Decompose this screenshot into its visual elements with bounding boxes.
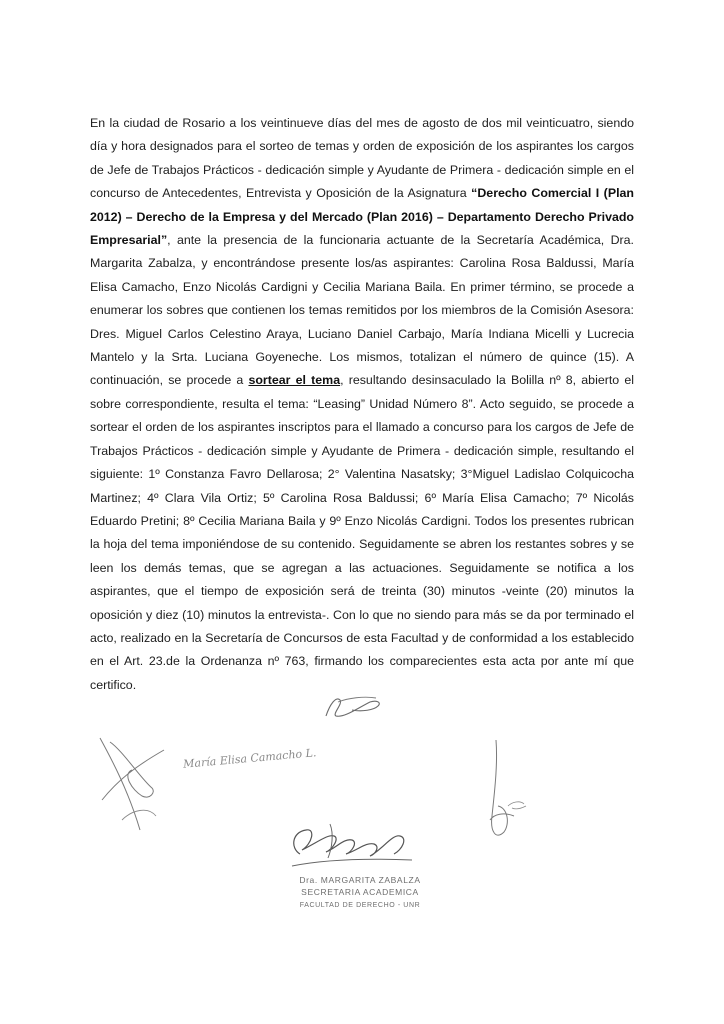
seal-name: Dra. MARGARITA ZABALZA [299,875,421,885]
act-body [90,112,634,697]
act-text-part-1: En la ciudad de Rosario a los veintinueve días del mes de agosto de dos mil veinticuatro, siendo día y hora designados para el sorteo de temas y orden de exposición de los aspirantes los cargos de Jefe de Trabajos Prácticos - dedicación simple y Ayudante de Primera - dedicación simple en el concurso de Antecedentes, Entrevista y Oposición de la Asignatura [90,116,634,201]
secretary-signature [282,814,432,878]
seal-institution: FACULTAD DE DERECHO - UNR [299,902,421,909]
seal-title: SECRETARIA ACADEMICA [301,887,419,897]
act-text-part-2: , ante la presencia de la funcionaria actuante de la Secretaría Académica, Dra. Margarita Zabalza, y encontrándose presente los/as aspirantes: Carolina Rosa Baldussi, María Elisa Camacho, Enzo Nicolás Cardigni y Cecilia Mariana Baila. En primer término, se procede a enumerar los sobres que contienen los temas remitidos por los miembros de la Comisión Asesora: Dres. Miguel Carlos Celestino Araya, Luciano Daniel Carbajo, María Indiana Micelli y Lucrecia Mantelo y la Srta. Luciana Goyeneche. Los mismos, totalizan el número de quince (15). A continuación, se procede a [90,233,634,388]
initial-signature [318,690,388,722]
left-signature [92,730,182,840]
handwritten-name: María Elisa Camacho L. [182,746,317,771]
official-seal [260,874,460,912]
subject-title: “Derecho Comercial I (Plan 2012) – Derecho de la Empresa y del Mercado (Plan 2016) – Departamento Derecho Privado Empresarial” [90,186,634,248]
right-signature [474,736,534,846]
act-text-part-3: , resultando desinsaculado la Bolilla nº 8, abierto el sobre correspondiente, resulta el tema: “Leasing” Unidad Número 8”. Acto seguido, se procede a sortear el orden de los aspirantes inscriptos para el llamado a concurso para los cargos de Jefe de Trabajos Prácticos - dedicación simple y Ayudante de Primera - dedicación simple, resultando el siguiente: 1º Constanza Favro Dellarosa; 2° Valentina Nasatsky; 3°Miguel Ladislao Colquicocha Martinez; 4º Clara Vila Ortiz; 5º Carolina Rosa Baldussi; 6º María Elisa Camacho; 7º Nicolás Eduardo Pretini; 8º Cecilia Mariana Baila y 9º Enzo Nicolás Cardigni. Todos los presentes rubrican la hoja del tema imponiéndose de su contenido. Seguidamente se abren los restantes sobres y se leen los demás temas, que se agregan a las actuaciones. Seguidamente se notifica a los aspirantes, que el tiempo de exposición será de treinta (30) minutos -veinte (20) minutos la oposición y diez (10) minutos la entrevista-. Con lo que no siendo para más se da por terminado el acto, realizado en la Secretaría de Concursos de esta Facultad y de conformidad a los establecido en el Art. 23.de la Ordenanza nº 763, firmando los comparecientes esta acta por ante mí que certifico. [90,373,634,692]
emphasis-text: sortear el tema [248,373,341,388]
